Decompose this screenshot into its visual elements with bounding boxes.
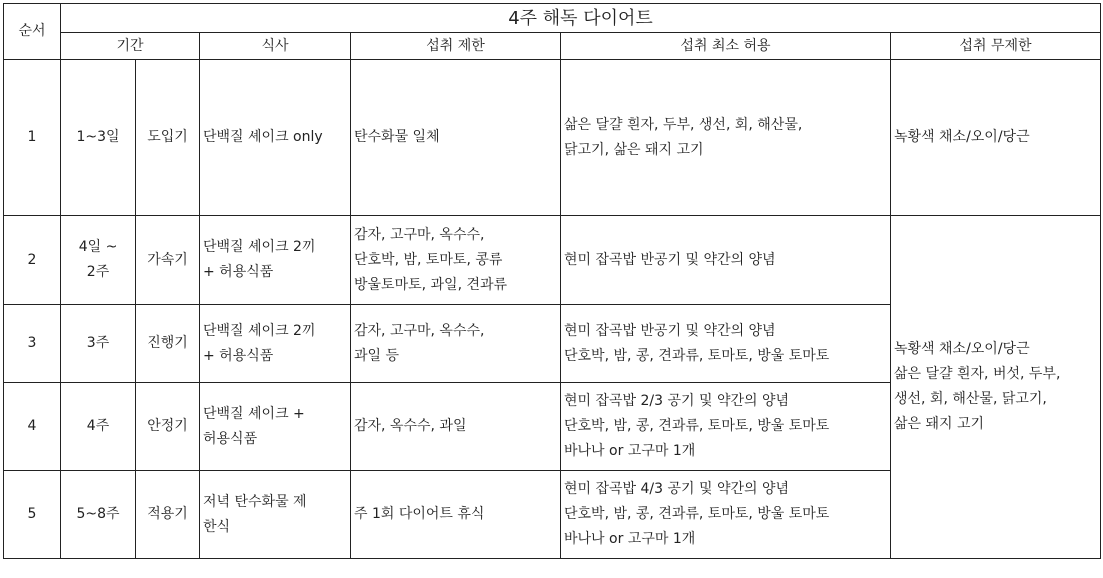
period-phase: 가속기 [136, 216, 200, 305]
header-minimal: 섭취 최소 허용 [561, 33, 891, 60]
restricted-cell: 감자, 고구마, 옥수수, 과일 등 [351, 305, 561, 383]
unlimited-cell: 녹황색 채소/오이/당근 [891, 60, 1101, 216]
period-phase: 도입기 [136, 60, 200, 216]
restricted-cell: 탄수화물 일체 [351, 60, 561, 216]
step-number: 5 [4, 471, 61, 559]
period-phase: 적용기 [136, 471, 200, 559]
minimal-cell: 삶은 달걀 흰자, 두부, 생선, 회, 해산물, 닭고기, 삶은 돼지 고기 [561, 60, 891, 216]
header-restricted: 섭취 제한 [351, 33, 561, 60]
title-row [4, 4, 1101, 33]
minimal-cell: 현미 잡곡밥 반공기 및 약간의 양념 [561, 216, 891, 305]
restricted-cell: 주 1회 다이어트 휴식 [351, 471, 561, 559]
unlimited-shared-cell: 녹황색 채소/오이/당근 삶은 달걀 흰자, 버섯, 두부, 생선, 회, 해산물, 닭고기, 삶은 돼지 고기 [891, 216, 1101, 559]
meal-cell: 단백질 셰이크 + 허용식품 [200, 383, 351, 471]
minimal-cell: 현미 잡곡밥 반공기 및 약간의 양념 단호박, 밤, 콩, 견과류, 토마토, 방울 토마토 [561, 305, 891, 383]
minimal-cell: 현미 잡곡밥 2/3 공기 및 약간의 양념 단호박, 밤, 콩, 견과류, 토마토, 방울 토마토 바나나 or 고구마 1개 [561, 383, 891, 471]
meal-cell: 단백질 셰이크 only [200, 60, 351, 216]
step-number: 3 [4, 305, 61, 383]
period-range: 4일 ~ 2주 [61, 216, 136, 305]
restricted-cell: 감자, 고구마, 옥수수, 단호박, 밤, 토마토, 콩류 방울토마토, 과일, 견과류 [351, 216, 561, 305]
period-range: 4주 [61, 383, 136, 471]
step-number: 2 [4, 216, 61, 305]
header-row [4, 33, 1101, 60]
minimal-cell: 현미 잡곡밥 4/3 공기 및 약간의 양념 단호박, 밤, 콩, 견과류, 토마토, 방울 토마토 바나나 or 고구마 1개 [561, 471, 891, 559]
table-title: 4주 해독 다이어트 [61, 4, 1101, 33]
step-number: 1 [4, 60, 61, 216]
period-phase: 진행기 [136, 305, 200, 383]
period-phase: 안정기 [136, 383, 200, 471]
restricted-cell: 감자, 옥수수, 과일 [351, 383, 561, 471]
diet-table [3, 3, 1101, 559]
step-number: 4 [4, 383, 61, 471]
table-row [4, 216, 1101, 305]
meal-cell: 단백질 셰이크 2끼 + 허용식품 [200, 216, 351, 305]
period-range: 3주 [61, 305, 136, 383]
meal-cell: 단백질 셰이크 2끼 + 허용식품 [200, 305, 351, 383]
header-unlimited: 섭취 무제한 [891, 33, 1101, 60]
header-meal: 식사 [200, 33, 351, 60]
period-range: 1~3일 [61, 60, 136, 216]
header-period: 기간 [61, 33, 200, 60]
meal-cell: 저녁 탄수화물 제 한식 [200, 471, 351, 559]
period-range: 5~8주 [61, 471, 136, 559]
order-header: 순서 [4, 4, 61, 60]
table-row [4, 60, 1101, 216]
